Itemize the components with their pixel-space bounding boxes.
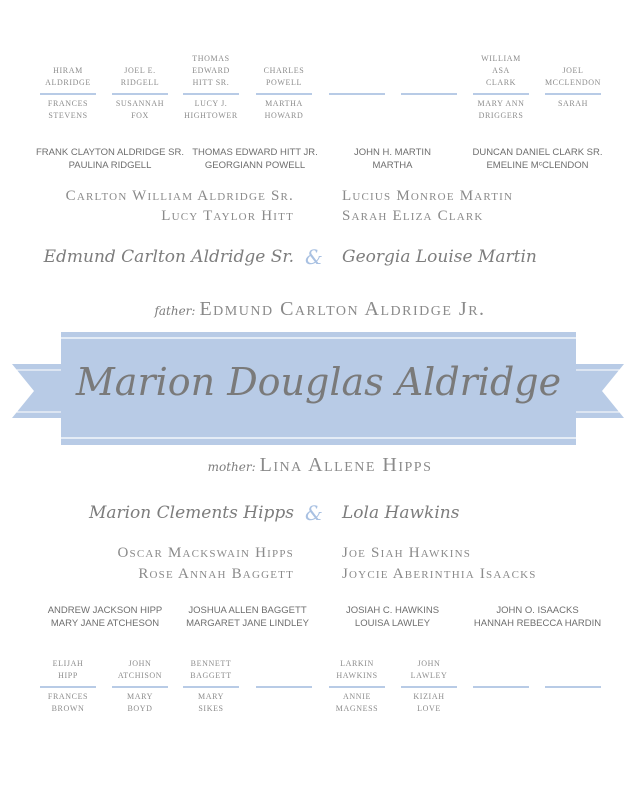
pedigree-line: [40, 93, 96, 95]
great-great-grandfather-name: JOEL E. RIDGELL: [120, 66, 160, 87]
grandfather-name: Oscar Mackswain Hipps: [117, 545, 294, 561]
mother-line: [0, 454, 640, 477]
great-grandparents-pair: JOHN O. ISAACKS HANNAH REBECCA HARDIN: [473, 605, 602, 629]
father-label: father:: [154, 304, 196, 318]
pedigree-line: [112, 686, 168, 688]
great-grandparents-pair: DUNCAN DANIEL CLARK SR. EMELINE MᶜCLENDON: [472, 147, 603, 171]
ampersand: &: [305, 245, 323, 269]
great-great-grandmother-name: MARTHA HOWARD: [264, 99, 304, 120]
great-great-grandmother-name: ANNIE MAGNESS: [335, 692, 379, 713]
great-great-grandmother-name: SARAH: [557, 99, 589, 108]
great-great-grandmother-name: LUCY J. HIGHTOWER: [184, 99, 238, 120]
great-great-grandfather-name: JOHN ATCHISON: [117, 659, 163, 680]
father-line: [0, 298, 640, 321]
great-great-grandmother-name: MARY SIKES: [198, 692, 224, 713]
pedigree-line: [40, 686, 96, 688]
pedigree-line: [401, 93, 457, 95]
subject-name: Marion Douglas Aldridge: [75, 360, 562, 404]
ampersand: &: [305, 501, 323, 525]
great-grandparents-pair: JOSIAH C. HAWKINS LOUISA LAWLEY: [345, 605, 440, 629]
pedigree-line: [112, 93, 168, 95]
pedigree-line: [329, 686, 385, 688]
pedigree-line: [473, 686, 529, 688]
great-great-grandfather-name: ELIJAH HIPP: [52, 659, 84, 680]
pedigree-line: [183, 93, 239, 95]
great-great-grandmother-name: SUSANNAH FOX: [115, 99, 165, 120]
pedigree-line: [473, 93, 529, 95]
grandmother-name: Joycie Aberinthia Isaacks: [342, 566, 537, 582]
grandmother-name: Rose Annah Baggett: [138, 566, 294, 582]
mother-father-name: Marion Clements Hipps: [88, 503, 294, 523]
pedigree-line: [183, 686, 239, 688]
great-grandparents-pair: ANDREW JACKSON HIPP MARY JANE ATCHESON: [47, 605, 163, 629]
pedigree-line: [329, 93, 385, 95]
great-great-grandfather-name: JOHN LAWLEY: [410, 659, 448, 680]
great-great-grandfather-name: BENNETT BAGGETT: [190, 659, 232, 680]
pedigree-line: [545, 93, 601, 95]
great-great-grandfather-name: THOMAS EDWARD HITT SR.: [192, 54, 230, 87]
pedigree-line: [256, 93, 312, 95]
pedigree-line: [401, 686, 457, 688]
grandmother-name: Sarah Eliza Clark: [342, 208, 484, 224]
mother-name: Lina Allene Hipps: [259, 454, 433, 476]
great-great-grandmother-name: MARY ANN DRIGGERS: [477, 99, 525, 120]
pedigree-line: [545, 686, 601, 688]
mother-mother-name: Lola Hawkins: [342, 503, 460, 523]
great-grandparents-pair: THOMAS EDWARD HITT JR. GEORGIANN POWELL: [192, 147, 318, 171]
mother-label: mother:: [207, 460, 256, 474]
grandmother-name: Lucy Taylor Hitt: [161, 208, 294, 224]
pedigree-line: [256, 686, 312, 688]
great-great-grandfather-name: WILLIAM ASA CLARK: [481, 54, 521, 87]
father-father-name: Edmund Carlton Aldridge Sr.: [43, 247, 294, 267]
great-grandparents-pair: JOHN H. MARTIN MARTHA: [354, 147, 431, 171]
grandfather-name: Carlton William Aldridge Sr.: [65, 188, 294, 204]
great-great-grandfather-name: LARKIN HAWKINS: [336, 659, 378, 680]
great-great-grandmother-name: MARY BOYD: [127, 692, 153, 713]
father-name: Edmund Carlton Aldridge Jr.: [199, 298, 486, 320]
great-great-grandmother-name: FRANCES STEVENS: [47, 99, 89, 120]
grandfather-name: Joe Siah Hawkins: [342, 545, 472, 561]
father-mother-name: Georgia Louise Martin: [342, 247, 537, 267]
great-great-grandfather-name: JOEL MCCLENDON: [544, 66, 602, 87]
grandfather-name: Lucius Monroe Martin: [342, 188, 514, 204]
great-great-grandfather-name: CHARLES POWELL: [263, 66, 305, 87]
great-grandparents-pair: FRANK CLAYTON ALDRIDGE SR. PAULINA RIDGELL: [36, 147, 184, 171]
great-great-grandmother-name: FRANCES BROWN: [47, 692, 89, 713]
great-great-grandfather-name: HIRAM ALDRIDGE: [45, 66, 91, 87]
great-great-grandmother-name: KIZIAH LOVE: [413, 692, 445, 713]
great-grandparents-pair: JOSHUA ALLEN BAGGETT MARGARET JANE LINDLEY: [186, 605, 309, 629]
